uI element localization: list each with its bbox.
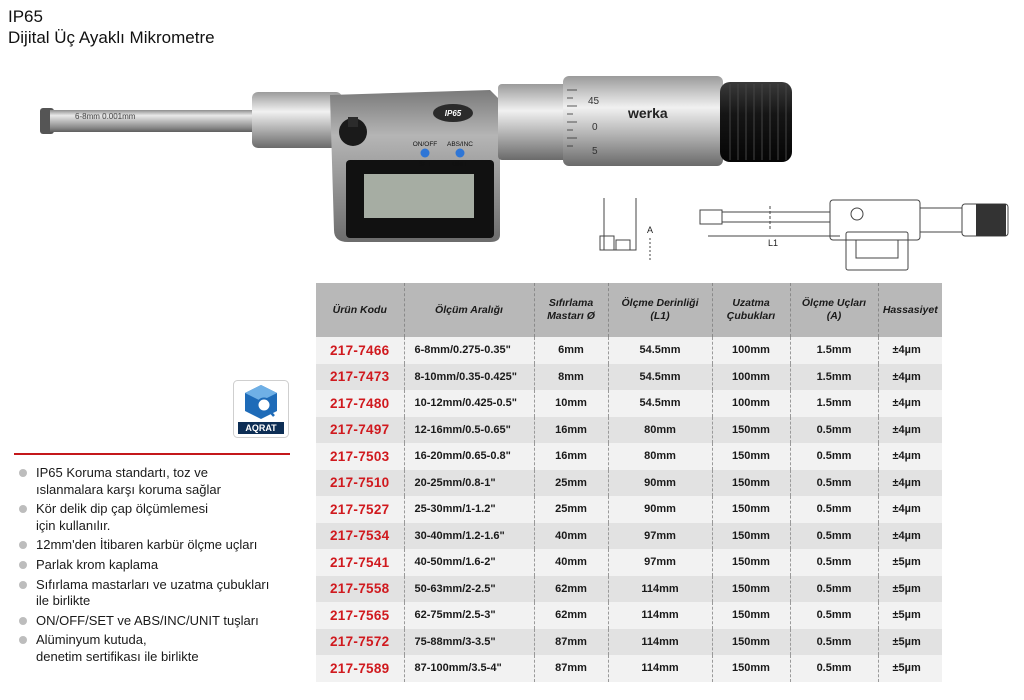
table-row [316, 576, 942, 603]
feature-item: Sıfırlama mastarları ve uzatma çubukları ile birlikte [16, 577, 306, 610]
cell-setting-ring: 62mm [534, 602, 608, 629]
cell-accuracy: ±4µm [878, 337, 942, 364]
spec-table-header [316, 283, 942, 337]
cell-accuracy: ±5µm [878, 629, 942, 656]
cell-product-code: 217-7527 [316, 496, 404, 523]
cell-measuring-depth: 90mm [608, 470, 712, 497]
section-divider [14, 453, 290, 455]
cell-product-code: 217-7510 [316, 470, 404, 497]
svg-text:SET: SET [418, 161, 432, 168]
cell-product-code: 217-7572 [316, 629, 404, 656]
aqrat-logo-text: AQRAT [245, 423, 277, 433]
table-row [316, 496, 942, 523]
feature-item: IP65 Koruma standartı, toz ve ıslanmalara karşı koruma sağlar [16, 465, 306, 498]
spec-table-body [316, 337, 942, 682]
table-row [316, 602, 942, 629]
cell-product-code: 217-7473 [316, 364, 404, 391]
cell-measuring-range: 6-8mm/0.275-0.35" [404, 337, 534, 364]
cell-accuracy: ±4µm [878, 496, 942, 523]
cell-measuring-depth: 54.5mm [608, 364, 712, 391]
ip65-badge-text: IP65 [444, 109, 462, 118]
dimension-diagrams [590, 190, 1020, 280]
feature-list [16, 465, 306, 669]
cell-measuring-tips: 0.5mm [790, 549, 878, 576]
table-row [316, 523, 942, 550]
cell-measuring-tips: 0.5mm [790, 523, 878, 550]
cell-measuring-range: 20-25mm/0.8-1" [404, 470, 534, 497]
cell-measuring-tips: 0.5mm [790, 602, 878, 629]
cell-measuring-range: 30-40mm/1.2-1.6" [404, 523, 534, 550]
cell-accuracy: ±5µm [878, 602, 942, 629]
cell-measuring-depth: 114mm [608, 655, 712, 682]
cell-setting-ring: 62mm [534, 576, 608, 603]
cell-extension-rods: 150mm [712, 417, 790, 444]
cell-setting-ring: 8mm [534, 364, 608, 391]
table-row [316, 443, 942, 470]
feature-item: ON/OFF/SET ve ABS/INC/UNIT tuşları [16, 613, 306, 630]
cell-measuring-tips: 1.5mm [790, 364, 878, 391]
cell-measuring-range: 10-12mm/0.425-0.5" [404, 390, 534, 417]
cell-measuring-depth: 114mm [608, 602, 712, 629]
col-header-master: Sıfırlama Mastarı Ø [534, 283, 608, 337]
cell-setting-ring: 10mm [534, 390, 608, 417]
cell-setting-ring: 87mm [534, 629, 608, 656]
cell-measuring-tips: 0.5mm [790, 496, 878, 523]
cell-extension-rods: 150mm [712, 523, 790, 550]
cell-product-code: 217-7480 [316, 390, 404, 417]
cell-extension-rods: 150mm [712, 576, 790, 603]
svg-text:UNIT: UNIT [452, 161, 468, 168]
cell-measuring-tips: 0.5mm [790, 470, 878, 497]
cell-measuring-tips: 0.5mm [790, 576, 878, 603]
cell-product-code: 217-7466 [316, 337, 404, 364]
cell-accuracy: ±4µm [878, 470, 942, 497]
cell-extension-rods: 100mm [712, 390, 790, 417]
cell-product-code: 217-7558 [316, 576, 404, 603]
cell-accuracy: ±4µm [878, 523, 942, 550]
cell-accuracy: ±4µm [878, 364, 942, 391]
cell-measuring-depth: 114mm [608, 629, 712, 656]
cell-measuring-range: 50-63mm/2-2.5" [404, 576, 534, 603]
cell-measuring-tips: 0.5mm [790, 443, 878, 470]
svg-text:ABS/INC: ABS/INC [446, 141, 474, 148]
cell-setting-ring: 87mm [534, 655, 608, 682]
cell-measuring-range: 12-16mm/0.5-0.65" [404, 417, 534, 444]
cell-setting-ring: 6mm [534, 337, 608, 364]
cell-extension-rods: 150mm [712, 655, 790, 682]
cell-measuring-depth: 114mm [608, 576, 712, 603]
cell-measuring-range: 25-30mm/1-1.2" [404, 496, 534, 523]
aqrat-logo [233, 380, 289, 438]
col-header-depth: Ölçme Derinliği (L1) [608, 283, 712, 337]
col-header-tips: Ölçme Uçları (A) [790, 283, 878, 337]
spec-table [316, 283, 942, 682]
cell-measuring-range: 87-100mm/3.5-4" [404, 655, 534, 682]
cell-extension-rods: 150mm [712, 549, 790, 576]
cell-measuring-range: 62-75mm/2.5-3" [404, 602, 534, 629]
feature-item: 12mm'den İtibaren karbür ölçme uçları [16, 537, 306, 554]
col-header-accuracy: Hassasiyet [878, 283, 942, 337]
cell-measuring-range: 75-88mm/3-3.5" [404, 629, 534, 656]
brand-engraving: werka [628, 105, 668, 121]
cell-measuring-depth: 80mm [608, 443, 712, 470]
svg-text:A: A [647, 225, 654, 235]
scale-engraving: 6-8mm 0.001mm [75, 112, 136, 121]
table-row [316, 549, 942, 576]
cell-measuring-range: 8-10mm/0.35-0.425" [404, 364, 534, 391]
svg-text:ON/OFF: ON/OFF [412, 141, 438, 148]
cell-measuring-depth: 54.5mm [608, 337, 712, 364]
cell-measuring-tips: 0.5mm [790, 655, 878, 682]
feature-item: Parlak krom kaplama [16, 557, 306, 574]
cell-measuring-depth: 90mm [608, 496, 712, 523]
svg-text:0: 0 [592, 122, 598, 133]
cell-product-code: 217-7503 [316, 443, 404, 470]
svg-text:45: 45 [588, 96, 600, 107]
cell-measuring-range: 40-50mm/1.6-2" [404, 549, 534, 576]
feature-item: Kör delik dip çap ölçümlemesi için kullanılır. [16, 501, 306, 534]
cell-accuracy: ±5µm [878, 549, 942, 576]
page-title [8, 6, 215, 48]
cell-accuracy: ±5µm [878, 655, 942, 682]
table-row [316, 655, 942, 682]
cell-extension-rods: 150mm [712, 602, 790, 629]
cell-setting-ring: 16mm [534, 417, 608, 444]
cell-measuring-depth: 54.5mm [608, 390, 712, 417]
cell-measuring-tips: 1.5mm [790, 337, 878, 364]
cell-measuring-depth: 97mm [608, 549, 712, 576]
col-header-code: Ürün Kodu [316, 283, 404, 337]
feature-item: Alüminyum kutuda, denetim sertifikası ile birlikte [16, 632, 306, 665]
table-row [316, 417, 942, 444]
table-row [316, 629, 942, 656]
col-header-extension: Uzatma Çubukları [712, 283, 790, 337]
cell-measuring-depth: 97mm [608, 523, 712, 550]
table-row [316, 390, 942, 417]
cell-extension-rods: 150mm [712, 496, 790, 523]
cell-measuring-tips: 1.5mm [790, 390, 878, 417]
cell-extension-rods: 150mm [712, 470, 790, 497]
table-row [316, 337, 942, 364]
cell-accuracy: ±4µm [878, 417, 942, 444]
cell-measuring-tips: 0.5mm [790, 629, 878, 656]
title-line-model: IP65 [8, 7, 43, 26]
col-header-range: Ölçüm Aralığı [404, 283, 534, 337]
svg-text:L1: L1 [768, 238, 779, 248]
cell-product-code: 217-7541 [316, 549, 404, 576]
svg-text:5: 5 [592, 146, 598, 157]
table-row [316, 364, 942, 391]
cell-setting-ring: 40mm [534, 523, 608, 550]
cell-setting-ring: 25mm [534, 470, 608, 497]
cell-product-code: 217-7534 [316, 523, 404, 550]
title-line-product: Dijital Üç Ayaklı Mikrometre [8, 28, 215, 47]
cell-product-code: 217-7589 [316, 655, 404, 682]
cell-extension-rods: 150mm [712, 629, 790, 656]
cell-accuracy: ±4µm [878, 443, 942, 470]
cell-extension-rods: 150mm [712, 443, 790, 470]
table-row [316, 470, 942, 497]
cell-extension-rods: 100mm [712, 337, 790, 364]
cell-accuracy: ±4µm [878, 390, 942, 417]
cell-setting-ring: 25mm [534, 496, 608, 523]
cell-setting-ring: 40mm [534, 549, 608, 576]
cell-accuracy: ±5µm [878, 576, 942, 603]
cell-extension-rods: 100mm [712, 364, 790, 391]
cell-measuring-depth: 80mm [608, 417, 712, 444]
cell-setting-ring: 16mm [534, 443, 608, 470]
cell-product-code: 217-7565 [316, 602, 404, 629]
cell-product-code: 217-7497 [316, 417, 404, 444]
cell-measuring-tips: 0.5mm [790, 417, 878, 444]
cell-measuring-range: 16-20mm/0.65-0.8" [404, 443, 534, 470]
